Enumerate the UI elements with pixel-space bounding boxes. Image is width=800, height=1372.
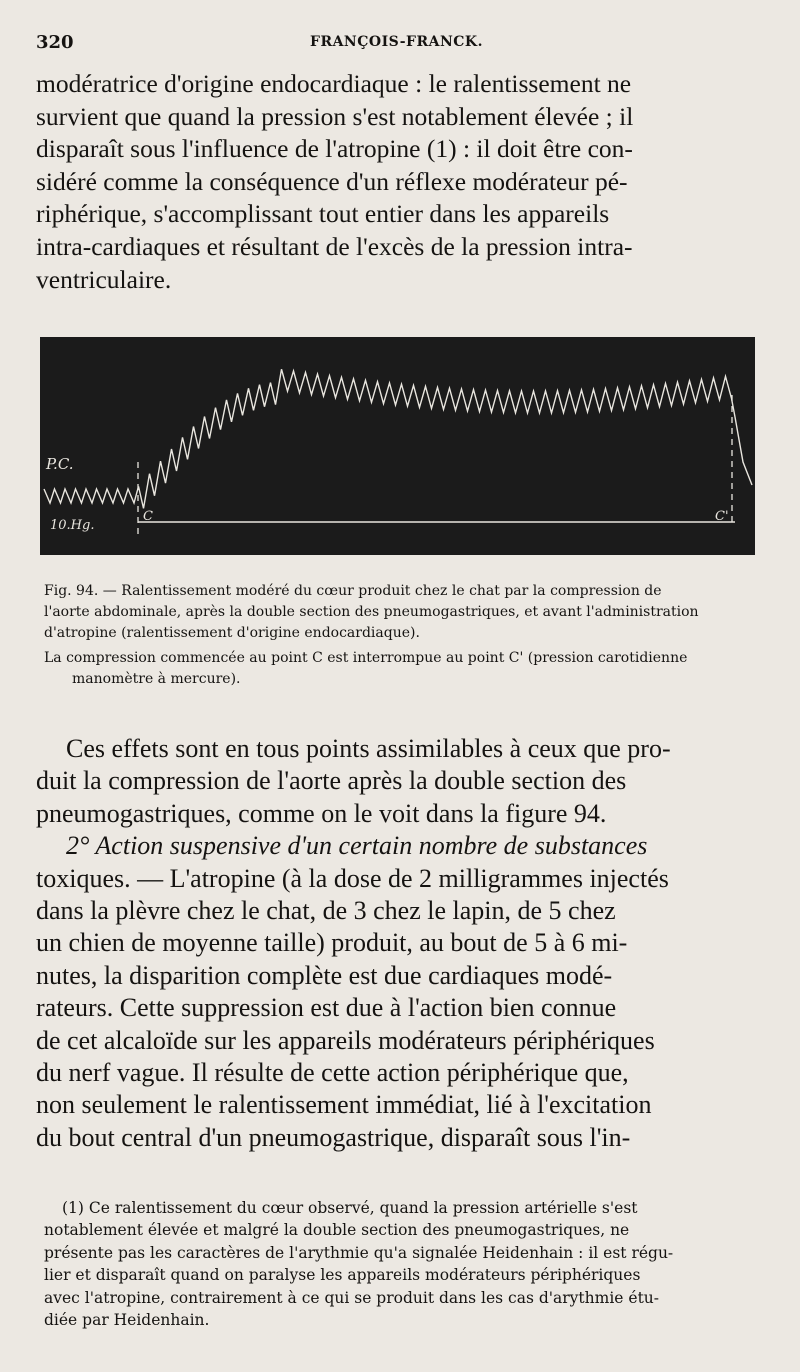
text-line: modératrice d'origine endocardiaque : le ralentissement ne [36,69,632,98]
caption-line: d'atropine (ralentissement d'origine endocardiaque). [44,625,420,641]
text-line: du nerf vague. Il résulte de cette action périphérique que, [36,1058,629,1088]
pressure-curve [44,369,752,508]
label-c-prime: C' [715,509,729,524]
label-pc: P.C. [46,455,74,473]
footnote-line: lier et disparaît quand on paralyse les appareils modérateurs périphériques [44,1266,641,1285]
text-line: intra-cardiaques et résultant de l'excès de la pression intra- [36,231,633,261]
text-line: duit la compression de l'aorte après la double section des [36,766,627,796]
text-line: sidéré comme la conséquence d'un réflexe modérateur pé- [36,166,628,196]
label-hg: 10.Hg. [50,518,95,533]
footnote-line: avec l'atropine, contrairement à ce qui se produit dans les cas d'arythmie étu- [44,1288,660,1307]
paragraph-main [36,733,758,1154]
figure-94-tracing [40,337,755,555]
text-line: riphérique, s'accomplissant tout entier dans les appareils [36,199,610,229]
text-line: rateurs. Cette suppression est due à l'action bien connue [36,993,617,1023]
page-number: 320 [36,32,74,53]
text-line: pneumogastriques, comme on le voit dans la figure 94. [36,798,607,828]
text-line: de cet alcaloïde sur les appareils modérateurs périphériques [36,1025,655,1055]
figure-caption-note [44,648,756,690]
label-c: C [143,509,153,524]
text-line: non seulement le ralentissement immédiat, lié à l'excitation [36,1090,652,1120]
footnote-line: diée par Heidenhain. [44,1311,210,1330]
text-line: toxiques. — L'atropine (à la dose de 2 milligrammes injectés [36,863,669,893]
figure-caption [44,581,756,644]
text-line: Ces effets sont en tous points assimilables à ceux que pro- [66,734,671,763]
footnote [44,1197,762,1331]
text-line: un chien de moyenne taille) produit, au bout de 5 à 6 mi- [36,928,628,958]
text-line: nutes, la disparition complète est due cardiaques modé- [36,960,613,990]
caption-line: Fig. 94. — Ralentissement modéré du cœur produit chez le chat par la compression de [44,583,662,599]
footnote-line: (1) Ce ralentissement du cœur observé, quand la pression artérielle s'est [62,1199,638,1217]
running-title: FRANÇOIS-FRANCK. [310,34,483,50]
paragraph-top [36,68,758,296]
caption-line: l'aorte abdominale, après la double section des pneumogastriques, et avant l'administration [44,604,699,620]
text-line: ventriculaire. [36,264,172,294]
text-line: survient que quand la pression s'est notablement élevée ; il [36,101,634,131]
text-line: dans la plèvre chez le chat, de 3 chez le lapin, de 5 chez [36,896,616,926]
section-heading-line: 2° Action suspensive d'un certain nombre de substances [66,831,648,861]
pressure-trace-svg [40,337,755,555]
caption-line: manomètre à mercure). [72,671,241,687]
text-line: disparaît sous l'influence de l'atropine (1) : il doit être con- [36,134,633,164]
footnote-line: notablement élevée et malgré la double section des pneumogastriques, ne [44,1221,630,1240]
running-header [36,32,760,56]
footnote-line: présente pas les caractères de l'arythmie qu'a signalée Heidenhain : il est régu- [44,1243,674,1262]
caption-line: La compression commencée au point C est interrompue au point C' (pression carotidienne [44,650,688,666]
text-line: du bout central d'un pneumogastrique, disparaît sous l'in- [36,1122,631,1152]
